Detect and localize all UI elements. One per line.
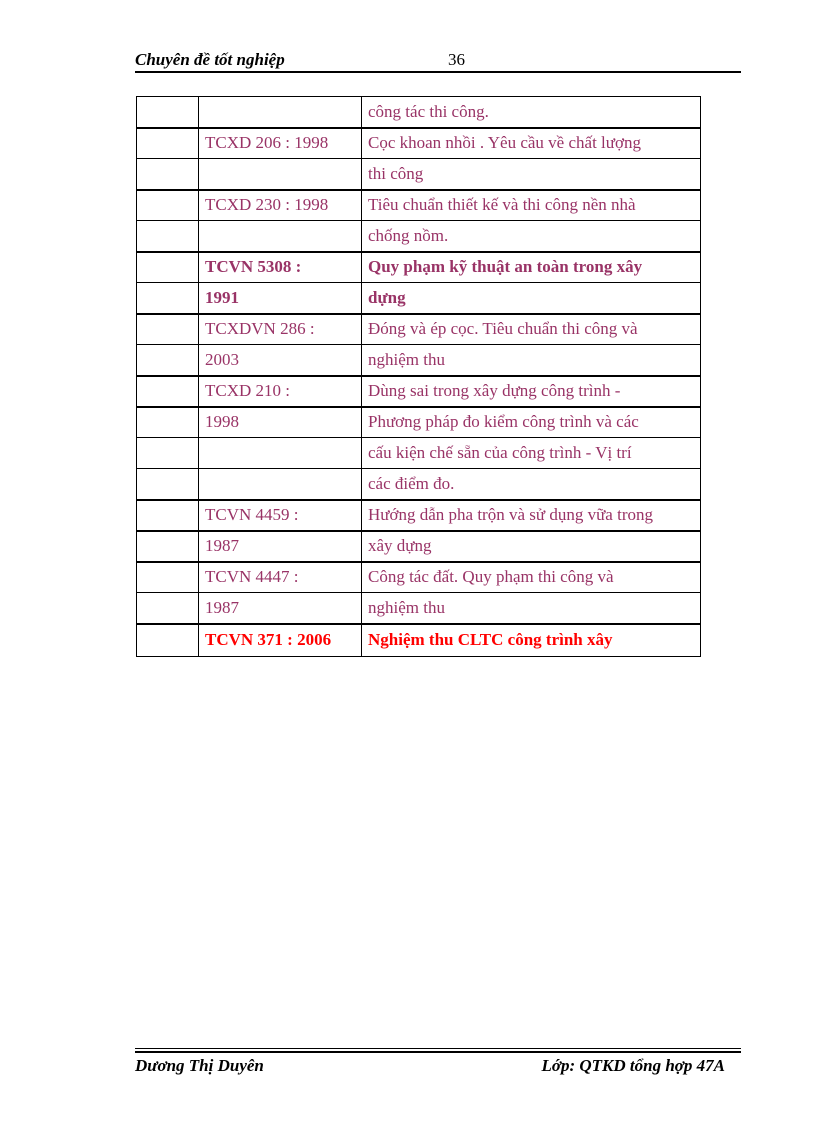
index-cell bbox=[137, 500, 199, 531]
footer-rule bbox=[135, 1048, 741, 1049]
index-cell bbox=[137, 252, 199, 283]
description-cell: các điểm đo. bbox=[362, 469, 701, 500]
description-cell: thi công bbox=[362, 159, 701, 190]
description-cell: Phương pháp đo kiểm công trình và các bbox=[362, 407, 701, 438]
code-cell: TCVN 4459 : bbox=[199, 500, 362, 531]
description-cell: Quy phạm kỹ thuật an toàn trong xây bbox=[362, 252, 701, 283]
index-cell bbox=[137, 531, 199, 562]
table-row bbox=[137, 221, 701, 252]
index-cell bbox=[137, 469, 199, 500]
table-row bbox=[137, 376, 701, 407]
document-title: Chuyên đề tốt nghiệp bbox=[135, 50, 285, 69]
table-row bbox=[137, 438, 701, 469]
index-cell bbox=[137, 283, 199, 314]
table-row bbox=[137, 593, 701, 624]
footer-rule bbox=[135, 1051, 741, 1053]
index-cell bbox=[137, 624, 199, 657]
index-cell bbox=[137, 593, 199, 624]
code-cell: 1987 bbox=[199, 531, 362, 562]
table-row bbox=[137, 407, 701, 438]
description-cell: nghiệm thu bbox=[362, 593, 701, 624]
description-cell: dựng bbox=[362, 283, 701, 314]
page-header bbox=[135, 48, 741, 72]
table-row bbox=[137, 159, 701, 190]
header-rule bbox=[135, 71, 741, 73]
code-cell: TCVN 5308 : bbox=[199, 252, 362, 283]
index-cell bbox=[137, 562, 199, 593]
index-cell bbox=[137, 128, 199, 159]
index-cell bbox=[137, 438, 199, 469]
description-cell: nghiệm thu bbox=[362, 345, 701, 376]
table-row bbox=[137, 190, 701, 221]
page-footer bbox=[135, 1048, 741, 1078]
class-name: Lớp: QTKD tổng hợp 47A bbox=[541, 1056, 725, 1075]
index-cell bbox=[137, 221, 199, 252]
index-cell bbox=[137, 97, 199, 128]
index-cell bbox=[137, 376, 199, 407]
description-cell: Đóng và ép cọc. Tiêu chuẩn thi công và bbox=[362, 314, 701, 345]
table-row bbox=[137, 314, 701, 345]
description-cell: cấu kiện chế sẵn của công trình - Vị trí bbox=[362, 438, 701, 469]
description-cell: Nghiệm thu CLTC công trình xây bbox=[362, 624, 701, 657]
table-row bbox=[137, 97, 701, 128]
code-cell: TCVN 4447 : bbox=[199, 562, 362, 593]
code-cell: 1991 bbox=[199, 283, 362, 314]
table-row bbox=[137, 252, 701, 283]
index-cell bbox=[137, 345, 199, 376]
table-row bbox=[137, 624, 701, 657]
code-cell bbox=[199, 97, 362, 128]
index-cell bbox=[137, 314, 199, 345]
description-cell: Tiêu chuẩn thiết kế và thi công nền nhà bbox=[362, 190, 701, 221]
table-row bbox=[137, 469, 701, 500]
table-row bbox=[137, 531, 701, 562]
table-row bbox=[137, 128, 701, 159]
code-cell: 1998 bbox=[199, 407, 362, 438]
code-cell bbox=[199, 469, 362, 500]
description-cell: Cọc khoan nhồi . Yêu cầu về chất lượng bbox=[362, 128, 701, 159]
standards-table bbox=[136, 96, 701, 657]
code-cell: TCXD 210 : bbox=[199, 376, 362, 407]
table-row bbox=[137, 562, 701, 593]
table-row bbox=[137, 345, 701, 376]
table-row bbox=[137, 500, 701, 531]
table-row bbox=[137, 283, 701, 314]
description-cell: Hướng dẫn pha trộn và sử dụng vữa trong bbox=[362, 500, 701, 531]
index-cell bbox=[137, 190, 199, 221]
code-cell bbox=[199, 221, 362, 252]
description-cell: công tác thi công. bbox=[362, 97, 701, 128]
code-cell: TCXD 206 : 1998 bbox=[199, 128, 362, 159]
index-cell bbox=[137, 159, 199, 190]
description-cell: Dùng sai trong xây dựng công trình - bbox=[362, 376, 701, 407]
code-cell: TCXDVN 286 : bbox=[199, 314, 362, 345]
code-cell: 1987 bbox=[199, 593, 362, 624]
description-cell: chống nồm. bbox=[362, 221, 701, 252]
author-name: Dương Thị Duyên bbox=[135, 1056, 264, 1075]
description-cell: Công tác đất. Quy phạm thi công và bbox=[362, 562, 701, 593]
index-cell bbox=[137, 407, 199, 438]
page-number: 36 bbox=[448, 50, 465, 69]
code-cell: TCXD 230 : 1998 bbox=[199, 190, 362, 221]
description-cell: xây dựng bbox=[362, 531, 701, 562]
code-cell bbox=[199, 438, 362, 469]
code-cell: TCVN 371 : 2006 bbox=[199, 624, 362, 657]
code-cell bbox=[199, 159, 362, 190]
code-cell: 2003 bbox=[199, 345, 362, 376]
